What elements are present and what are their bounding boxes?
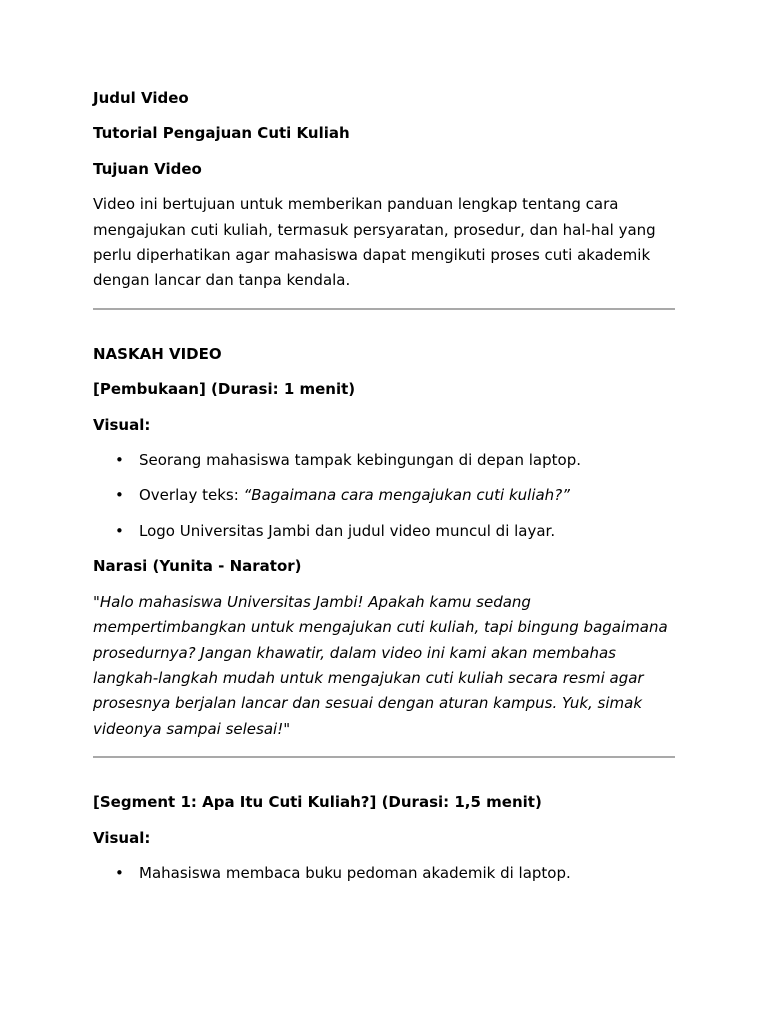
bullet-icon: • [115,451,124,470]
naskah-title: NASKAH VIDEO [93,344,222,363]
list-item [93,861,675,886]
list-item [93,483,675,508]
narasi-close-quote: " [283,719,291,738]
list-item-text: Mahasiswa membaca buku pedoman akademik di laptop. [139,863,571,882]
narasi-body: Halo mahasiswa Universitas Jambi! Apakah kamu sedang mempertimbangkan untuk mengajukan cuti kuliah, tapi bingung bagaimana prosedurnya? Jangan khawatir, dalam video ini kami akan membahas langkah-langkah mudah untuk mengajukan cuti kuliah secara resmi agar prosesnya berjalan lancar dan sesuai dengan aturan kampus. Yuk, simak videonya sampai selesai! [93,592,668,738]
list-item-prefix: Overlay teks: [139,486,244,505]
bullet-icon: • [115,521,124,540]
narasi-label: Narasi (Yunita - Narator) [93,557,302,576]
list-item-text: Seorang mahasiswa tampak kebingungan di depan laptop. [139,451,581,470]
list-item-italic-text: “Bagaimana cara mengajukan cuti kuliah?” [243,486,570,505]
list-item [93,448,675,473]
judul-label: Judul Video [93,89,189,107]
list-item [93,519,675,544]
bullet-icon: • [115,486,124,505]
segment1-heading: [Segment 1: Apa Itu Cuti Kuliah?] (Durasi: 1,5 menit) [93,793,542,812]
judul-value: Tutorial Pengajuan Cuti Kuliah [93,124,350,143]
tujuan-label: Tujuan Video [93,159,202,178]
narasi-text [93,590,675,742]
segment1-visual-label: Visual: [93,828,151,847]
document-page [93,86,675,896]
pembukaan-visual-label: Visual: [93,415,151,434]
pembukaan-heading: [Pembukaan] (Durasi: 1 menit) [93,380,356,399]
pembukaan-visual-list [93,448,675,544]
narasi-open-quote: " [93,592,100,611]
bullet-icon: • [115,863,124,882]
segment1-visual-list [93,861,675,886]
list-item-text: Logo Universitas Jambi dan judul video muncul di layar. [139,521,556,540]
tujuan-text: Video ini bertujuan untuk memberikan panduan lengkap tentang cara mengajukan cuti kuliah, termasuk persyaratan, prosedur, dan hal-hal yang perlu diperhatikan agar mahasiswa dapat mengikuti proses cuti akademik dengan lancar dan tanpa kendala. [93,195,656,290]
